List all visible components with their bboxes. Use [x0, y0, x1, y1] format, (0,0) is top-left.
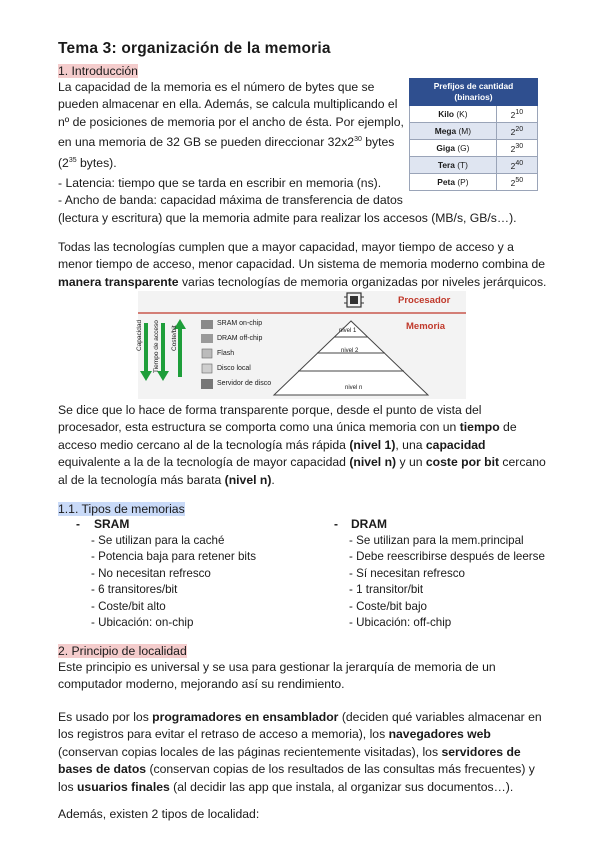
page-title: Tema 3: organización de la memoria: [58, 40, 331, 57]
sram-list: [76, 516, 256, 632]
level-n-label: nivel n: [345, 385, 363, 391]
access-time-label: Tiempo de acceso: [153, 320, 160, 373]
section-heading-memory-types: 1.1. Tipos de memorias: [58, 502, 185, 516]
chip-icon: [344, 293, 364, 307]
dram-label: DRAM off-chip: [217, 335, 263, 342]
transparent-paragraph: Se dice que lo hace de forma transparente porque, desde el punto de vista del procesador, esta estructura se comporta como una única memoria con un tiempo de acceso medio cercano al de la tecnología más rápida (nivel 1), una capacidad equivalente a la de la tecnología de mayor capacidad (nivel n) y un coste por bit cercano al de la tecnología más barata (nivel n).: [58, 403, 546, 487]
dram-list: [334, 516, 545, 632]
capacity-label: Capacidad: [136, 319, 143, 351]
prefix-table-header: Prefijos de cantidad (binarios): [410, 79, 538, 106]
level-1-label: nivel 1: [339, 328, 357, 334]
technology-paragraph: Todas las tecnologías cumplen que a mayor capacidad, mayor tiempo de acceso y a menor tiempo de acceso, menor capacidad. Un sistema de memoria moderno combina de manera transparente varias tecnologías de memoria organizadas por niveles jerárquicos.: [58, 240, 547, 289]
table-row: Kilo (K) $2^{10}$: [410, 106, 538, 123]
list-item: - Ubicación: off-chip: [349, 616, 452, 629]
list-item: - 6 transitores/bit: [91, 583, 178, 596]
memory-label: Memoria: [406, 321, 446, 332]
server-icon: [201, 379, 213, 389]
local-disk-label: Disco local: [217, 365, 251, 372]
table-row: Mega (M) $2^{20}$: [410, 123, 538, 140]
dram-title: - DRAM: [334, 517, 387, 531]
section-heading-intro: 1. Introducción: [58, 64, 138, 78]
list-item: - Sí necesitan refresco: [349, 566, 465, 580]
table-row: Giga (G) $2^{30}$: [410, 140, 538, 157]
list-item: - Coste/bit bajo: [349, 599, 427, 613]
sram-icon: [201, 320, 213, 329]
sram-label: SRAM on-chip: [217, 320, 263, 327]
section-heading-locality: 2. Principio de localidad: [58, 644, 187, 658]
list-item: - Coste/bit alto: [91, 599, 166, 613]
dram-icon: [201, 334, 213, 343]
list-item: - Potencia baja para retener bits: [91, 550, 256, 563]
sram-title: - SRAM: [76, 517, 130, 531]
table-row: Tera (T) $2^{40}$: [410, 157, 538, 174]
final-line: Además, existen 2 tipos de localidad:: [58, 807, 260, 821]
list-item: - Debe reescribirse después de leerse: [349, 550, 545, 563]
list-item: - 1 transitor/bit: [349, 583, 424, 596]
level-2-label: nivel 2: [341, 348, 359, 354]
processor-label: Procesador: [398, 295, 451, 306]
list-item: - Se utilizan para la caché: [91, 533, 225, 547]
intro-paragraph: La capacidad de la memoria es el número de bytes que se pueden almacenar en ella. Además, se calcula multiplicando el nº de posiciones de memoria por el ancho de ésta. Por ejemplo, en una memoria de 32 GB se pueden direccionar $32x2^{30}$ bytes ($2^{35}$ bytes).: [58, 80, 404, 170]
flash-icon: [202, 349, 212, 358]
disk-server-label: Servidor de disco: [217, 380, 272, 387]
list-item: - Ubicación: on-chip: [91, 616, 194, 629]
cost-per-bit-label: Coste/bit: [171, 325, 178, 351]
flash-label: Flash: [217, 350, 235, 357]
memory-hierarchy-diagram: [138, 291, 466, 399]
principle-paragraph: Este principio es universal y se usa para gestionar la jerarquía de memoria de un computador moderno, mejorando así su rendimiento.: [58, 660, 496, 692]
disk-icon: [202, 364, 212, 373]
latency-paragraph: - Latencia: tiempo que se tarda en escribir en memoria (ns). - Ancho de banda: capacidad máxima de transferencia de datos (lectura y escritura) que la memoria admite para realizar los accesos (MB/s, GB/s…).: [58, 176, 517, 225]
list-item: - Se utilizan para la mem.principal: [349, 533, 524, 547]
list-item: - No necesitan refresco: [91, 566, 211, 580]
usage-paragraph: Es usado por los programadores en ensamblador (deciden qué variables almacenar en los registros para evitar el retraso de acceso a memoria), los navegadores web (conservan copias locales de las páginas recientemente visitadas), los servidores de bases de datos (conservan copias de los resultados de las consultas más frecuentes) y los usuarios finales (al decidir las app que instala, al organizar sus documentos…).: [58, 710, 542, 794]
table-row: Peta (P) $2^{50}$: [410, 174, 538, 191]
